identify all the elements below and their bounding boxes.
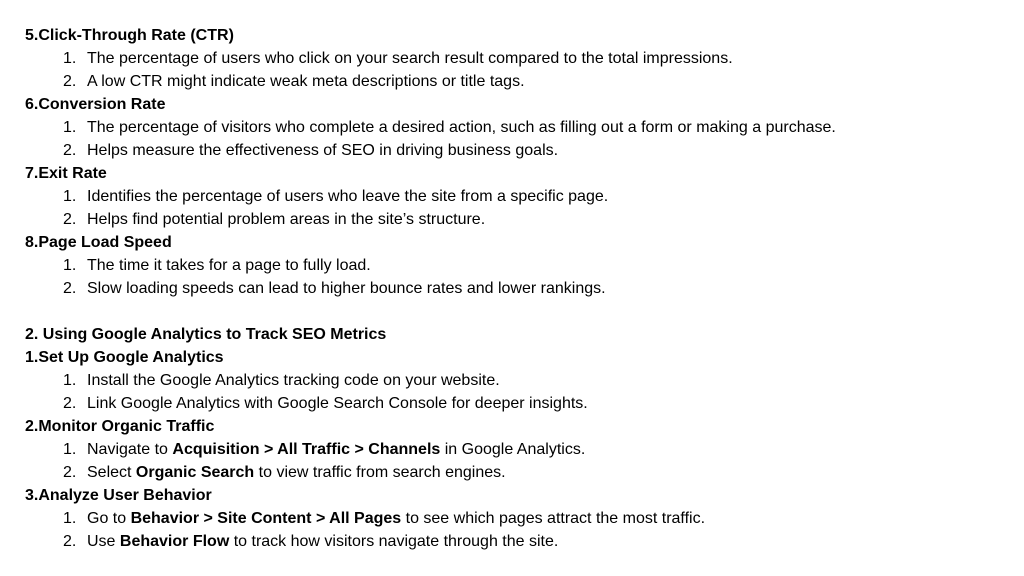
list-number: 2. xyxy=(63,280,77,297)
spacer xyxy=(0,300,1024,323)
list-text-bold: Behavior Flow xyxy=(119,533,230,550)
list-number: 2. xyxy=(63,464,77,481)
list-text: to track how visitors navigate through the site. xyxy=(229,533,559,550)
list-item xyxy=(0,47,1024,70)
list-number: 1. xyxy=(63,188,77,205)
list-item xyxy=(0,254,1024,277)
list-number: 2. xyxy=(63,533,77,550)
list-text: Slow loading speeds can lead to higher bounce rates and lower rankings. xyxy=(87,280,606,297)
section-title-google-analytics: 2. Using Google Analytics to Track SEO Metrics xyxy=(25,326,387,343)
list-number: 1. xyxy=(63,441,77,458)
heading-analyze-user-behavior: 3.Analyze User Behavior xyxy=(25,487,212,504)
list-item xyxy=(0,438,1024,461)
list-item xyxy=(0,461,1024,484)
list-text: Select xyxy=(87,464,136,481)
list-text: Helps find potential problem areas in the site’s structure. xyxy=(87,211,486,228)
list-text: A low CTR might indicate weak meta descriptions or title tags. xyxy=(87,73,525,90)
heading-exit-rate: 7.Exit Rate xyxy=(25,165,107,182)
list-item xyxy=(0,507,1024,530)
list-item xyxy=(0,139,1024,162)
list-text: The percentage of users who click on your search result compared to the total impressions. xyxy=(87,50,733,67)
list-text: The time it takes for a page to fully load. xyxy=(87,257,371,274)
list-text: Link Google Analytics with Google Search Console for deeper insights. xyxy=(87,395,588,412)
list-text: Go to xyxy=(87,510,131,527)
list-number: 1. xyxy=(63,50,77,67)
list-number: 2. xyxy=(63,211,77,228)
list-text-bold: Acquisition > All Traffic > Channels xyxy=(172,441,441,458)
list-number: 2. xyxy=(63,142,77,159)
list-number: 1. xyxy=(63,119,77,136)
list-text: to view traffic from search engines. xyxy=(254,464,506,481)
list-text: in Google Analytics. xyxy=(440,441,586,458)
list-text-bold: Behavior > Site Content > All Pages xyxy=(130,510,402,527)
list-item xyxy=(0,70,1024,93)
heading-conversion-rate: 6.Conversion Rate xyxy=(25,96,166,113)
list-item xyxy=(0,369,1024,392)
list-number: 2. xyxy=(63,395,77,412)
list-item xyxy=(0,392,1024,415)
list-text: to see which pages attract the most traffic. xyxy=(401,510,706,527)
list-item xyxy=(0,208,1024,231)
list-item xyxy=(0,277,1024,300)
list-number: 1. xyxy=(63,257,77,274)
list-number: 1. xyxy=(63,372,77,389)
list-item xyxy=(0,530,1024,553)
list-text-bold: Organic Search xyxy=(135,464,255,481)
list-text: Helps measure the effectiveness of SEO in driving business goals. xyxy=(87,142,559,159)
list-text: Identifies the percentage of users who leave the site from a specific page. xyxy=(87,188,609,205)
list-text: Use xyxy=(87,533,120,550)
heading-ctr: 5.Click-Through Rate (CTR) xyxy=(25,27,234,44)
heading-set-up-ga: 1.Set Up Google Analytics xyxy=(25,349,224,366)
heading-page-load-speed: 8.Page Load Speed xyxy=(25,234,172,251)
list-text: Navigate to xyxy=(87,441,173,458)
list-item xyxy=(0,185,1024,208)
heading-monitor-organic-traffic: 2.Monitor Organic Traffic xyxy=(25,418,215,435)
list-text: The percentage of visitors who complete a desired action, such as filling out a form or making a purchase. xyxy=(87,119,836,136)
list-text: Install the Google Analytics tracking code on your website. xyxy=(87,372,500,389)
list-item xyxy=(0,116,1024,139)
list-number: 2. xyxy=(63,73,77,90)
list-number: 1. xyxy=(63,510,77,527)
